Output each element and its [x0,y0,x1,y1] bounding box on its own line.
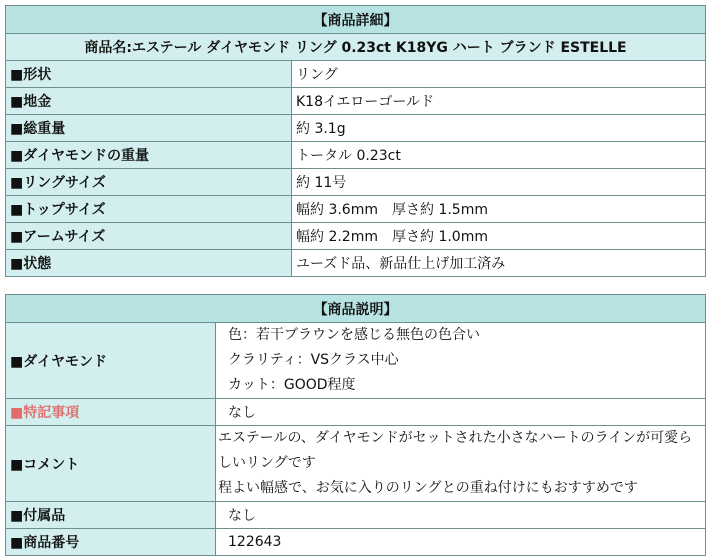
diamond-clarity-line: クラリティ：VSクラス中心 [228,352,399,368]
detail-label: ■状態 [6,250,292,277]
special-notes-label: ■特記事項 [6,399,216,426]
diamond-row [6,323,706,399]
detail-value: 約 11号 [292,169,706,196]
detail-value: 幅約 3.6mm 厚さ約 1.5mm [292,196,706,223]
product-description-table [5,294,706,556]
comment-label: ■コメント [6,426,216,502]
detail-value: リング [292,61,706,88]
detail-value: ユーズド品、新品仕上げ加工済み [292,250,706,277]
detail-value: 約 3.1g [292,115,706,142]
comment-value [216,426,706,502]
detail-row-weight [6,115,706,142]
details-header-row [6,6,706,34]
diamond-cut-line: カット：GOOD程度 [228,377,356,393]
detail-label: ■トップサイズ [6,196,292,223]
diamond-value [216,323,706,399]
details-header: 【商品詳細】 [6,6,706,34]
special-notes-value: なし [216,399,706,426]
special-notes-row [6,399,706,426]
detail-row-arm-size [6,223,706,250]
diamond-color-line: 色：若干ブラウンを感じる無色の色合い [228,327,480,343]
detail-row-shape [6,61,706,88]
accessories-value: なし [216,502,706,529]
product-details-table [5,5,706,277]
description-header-row [6,295,706,323]
detail-row-diamond-weight [6,142,706,169]
description-header: 【商品説明】 [6,295,706,323]
comment-line: 程よい幅感で、お気に入りのリングとの重ね付けにもおすすめです [218,480,638,496]
detail-label: ■総重量 [6,115,292,142]
detail-label: ■地金 [6,88,292,115]
detail-value: 幅約 2.2mm 厚さ約 1.0mm [292,223,706,250]
item-number-label: ■商品番号 [6,529,216,556]
detail-row-metal [6,88,706,115]
accessories-label: ■付属品 [6,502,216,529]
product-name: 商品名:エステール ダイヤモンド リング 0.23ct K18YG ハート ブランド ESTELLE [6,34,706,61]
detail-row-top-size [6,196,706,223]
detail-label: ■リングサイズ [6,169,292,196]
comment-line: エステールの、ダイヤモンドがセットされた小さなハートのラインが可愛ら [218,430,693,446]
detail-row-ring-size [6,169,706,196]
accessories-row [6,502,706,529]
item-number-row [6,529,706,556]
detail-row-condition [6,250,706,277]
diamond-label: ■ダイヤモンド [6,323,216,399]
detail-label: ■ダイヤモンドの重量 [6,142,292,169]
comment-line: しいリングです [218,455,316,471]
detail-value: トータル 0.23ct [292,142,706,169]
detail-value: K18イエローゴールド [292,88,706,115]
detail-label: ■アームサイズ [6,223,292,250]
product-name-row [6,34,706,61]
detail-label: ■形状 [6,61,292,88]
item-number-value: 122643 [216,529,706,556]
comment-row [6,426,706,502]
